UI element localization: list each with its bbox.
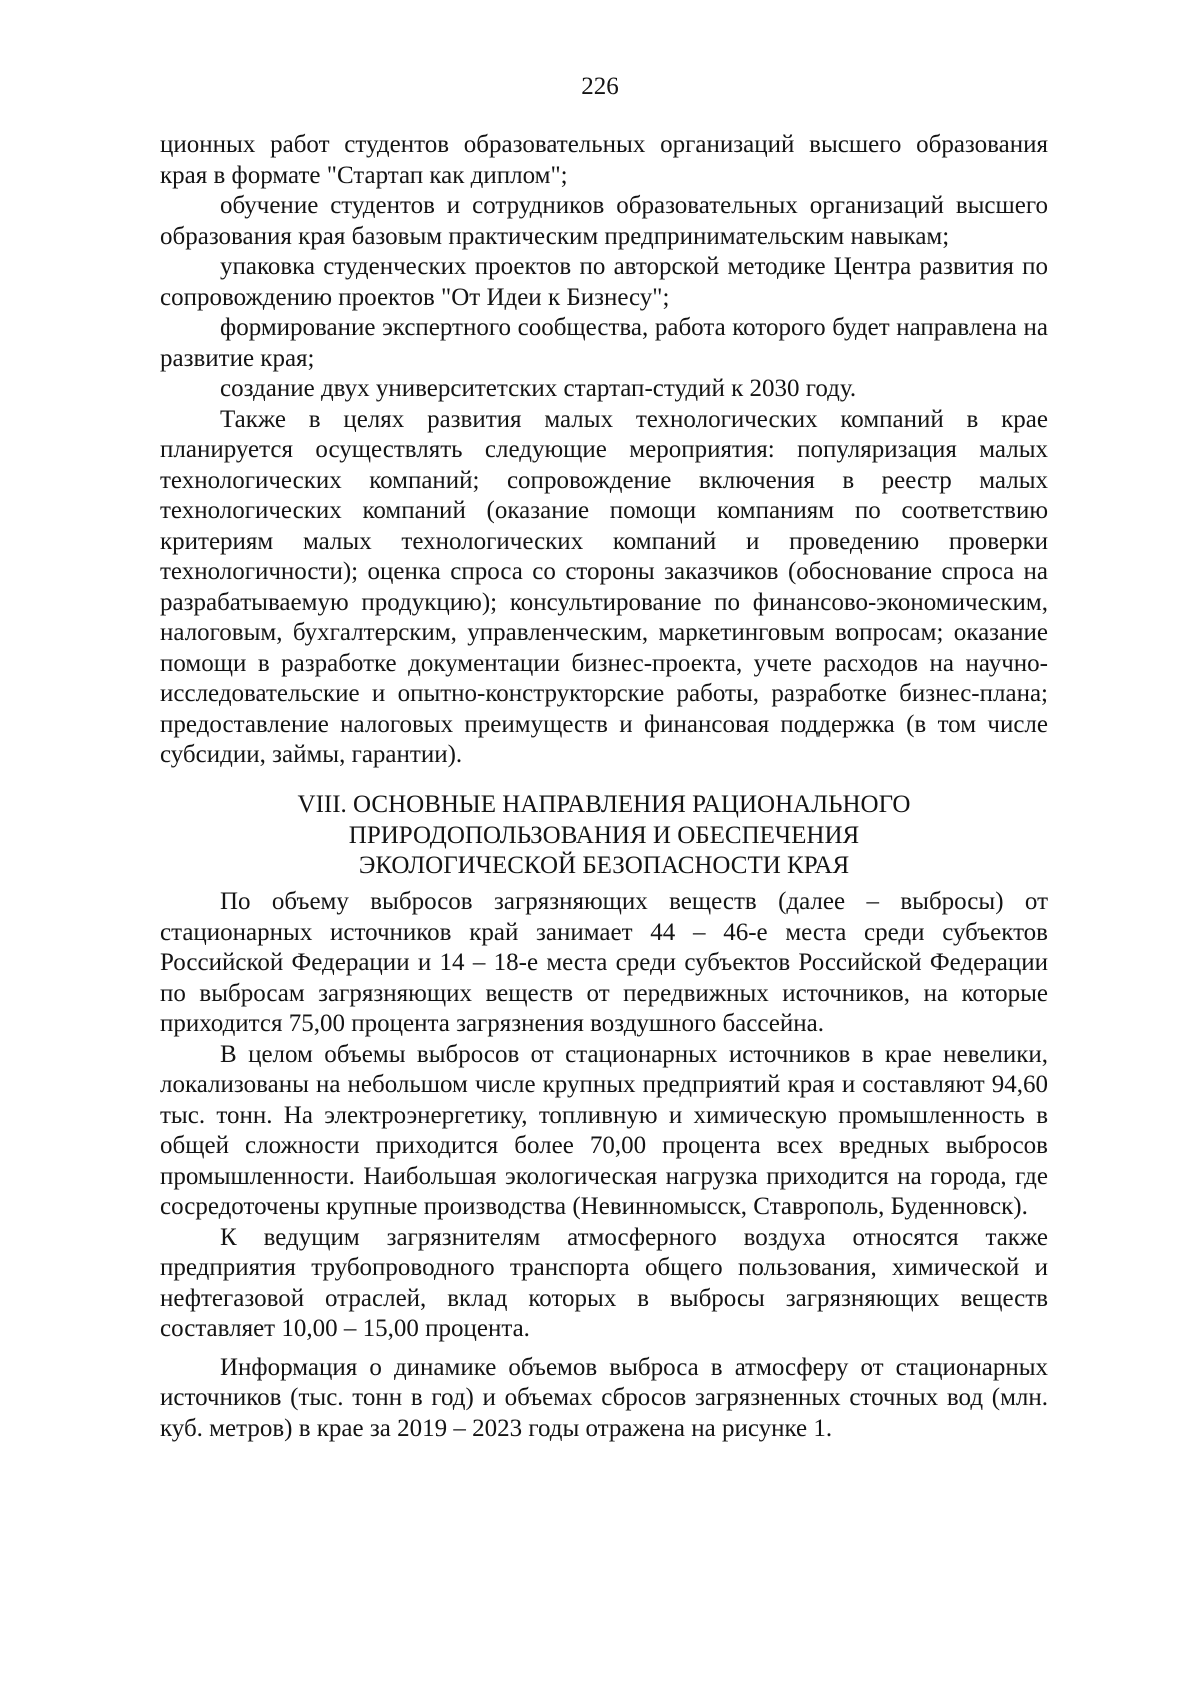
paragraph: создание двух университетских стартап-студий к 2030 году. [220, 375, 857, 402]
section-heading [160, 790, 1048, 882]
paragraph: упаковка студенческих проектов по авторской методике Центра развития по сопровождению проектов "От Идеи к Бизнесу"; [160, 253, 1048, 311]
paragraph: Информация о динамике объемов выброса в атмосферу от стационарных источников (тыс. тонн в год) и объемах сбросов загрязненных сточных вод (млн. куб. метров) в крае за 2019 – 2023 годы отражена на рисунке 1. [160, 1353, 1048, 1442]
section-heading-line: ПРИРОДОПОЛЬЗОВАНИЯ И ОБЕСПЕЧЕНИЯ [348, 821, 860, 849]
paragraph: Также в целях развития малых технологических компаний в крае планируется осуществлять следующие мероприятия: популяризация малых технологических компаний; сопровождение включения в реестр малых технологических компаний (оказание помощи компаниям по соответствию критериям малых технологических компаний и проведению проверки технологичности); оценка спроса со стороны заказчиков (обоснование спроса на разрабатываемую продукцию); консультирование по финансово-экономическим, налоговым, бухгалтерским, управленческим, маркетинговым вопросам; оказание помощи в разработке документации бизнес-проекта, учете расходов на научно-исследовательские и опытно-конструкторские работы, разработке бизнес-плана; предоставление налоговых преимуществ и финансовая поддержка (в том числе субсидии, займы, гарантии). [160, 405, 1048, 768]
paragraph: формирование экспертного сообщества, работа которого будет направлена на развитие края; [160, 314, 1048, 372]
paragraph: обучение студентов и сотрудников образовательных организаций высшего образования края базовым практическим предпринимательским навыкам; [160, 192, 1048, 250]
paragraph: К ведущим загрязнителям атмосферного воздуха относятся также предприятия трубопроводного транспорта общего пользования, химической и нефтегазовой отраслей, вклад которых в выбросы загрязняющих веществ составляет 10,00 – 15,00 процента. [160, 1223, 1048, 1342]
paragraph: По объему выбросов загрязняющих веществ (далее – выбросы) от стационарных источников край занимает 44 – 46-е места среди субъектов Российской Федерации и 14 – 18-е места среди субъектов Российской Федерации по выбросам загрязняющих веществ от передвижных источников, на которые приходится 75,00 процента загрязнения воздушного бассейна. [160, 888, 1048, 1037]
section-heading-line: ЭКОЛОГИЧЕСКОЙ БЕЗОПАСНОСТИ КРАЯ [358, 852, 850, 879]
body-text-bottom [160, 887, 1048, 1444]
paragraph: В целом объемы выбросов от стационарных источников в крае невелики, локализованы на небольшом числе крупных предприятий края и составляют 94,60 тыс. тонн. На электроэнергетику, топливную и химическую промышленность в общей сложности приходится более 70,00 процента всех вредных выбросов промышленности. Наибольшая экологическая нагрузка приходится на города, где сосредоточены крупные производства (Невинномысск, Ставрополь, Буденновск). [160, 1040, 1048, 1220]
section-heading-line: VIII. ОСНОВНЫЕ НАПРАВЛЕНИЯ РАЦИОНАЛЬНОГО [297, 791, 911, 818]
paragraph: ционных работ студентов образовательных организаций высшего образования края в формате "Стартап как диплом"; [160, 131, 1048, 189]
page-number: 226 [581, 73, 619, 100]
body-text-top [160, 130, 1048, 771]
